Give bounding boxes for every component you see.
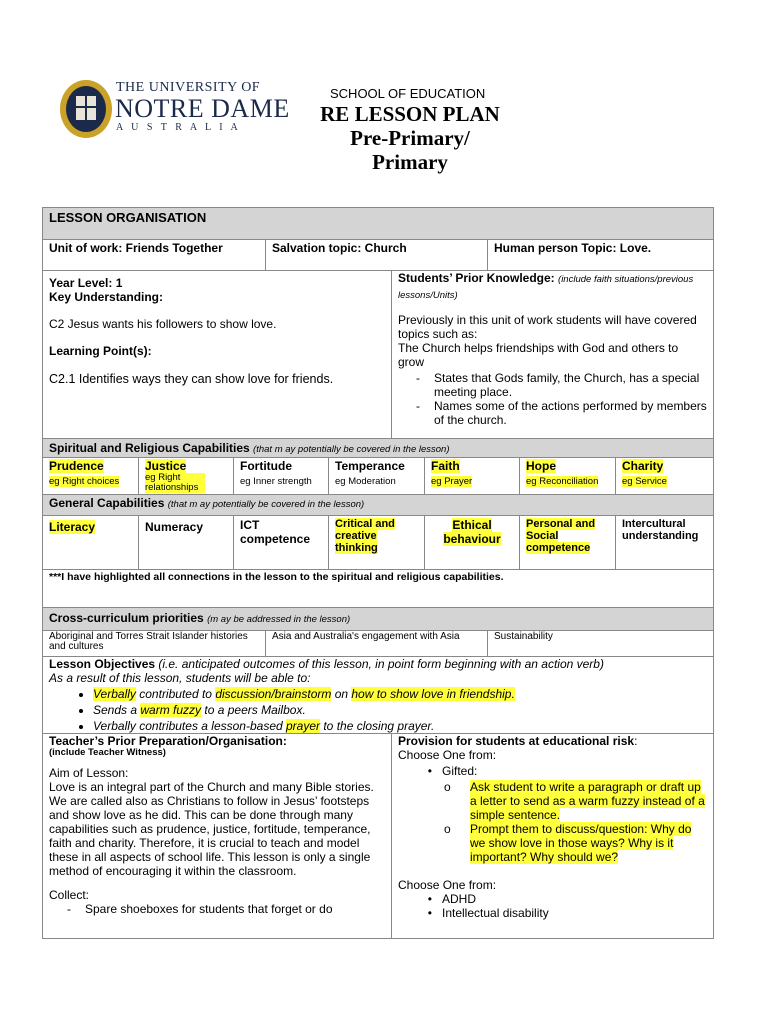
university-logo [58, 78, 290, 140]
risk-item-adhd: • ADHD [442, 892, 707, 906]
general-ict: ICT competence [233, 516, 328, 569]
general-critical-thinking: Critical and creative thinking [328, 516, 424, 569]
unit-of-work: Unit of work: Friends Together [49, 241, 223, 255]
logo-line2: NOTRE DAME [115, 94, 290, 123]
title-line1: RE LESSON PLAN [320, 102, 500, 126]
collect-item: - Spare shoeboxes for students that forget or do [67, 902, 385, 916]
cross-note: (m ay be addressed in the lesson) [207, 614, 351, 625]
capability-faith: Faith eg Prayer [424, 458, 519, 494]
page-title [300, 102, 520, 174]
cross-aboriginal: Aboriginal and Torres Strait Islander histories and cultures [49, 631, 248, 652]
knowledge-row [43, 270, 713, 438]
collect-label: Collect: [49, 888, 90, 902]
organisation-header-row [43, 208, 713, 239]
prior-knowledge-cell [391, 271, 713, 438]
objectives-heading: Lesson Objectives [49, 657, 156, 671]
prior-knowledge-line: The Church helps friendships with God and others to grow [398, 341, 679, 369]
key-understanding-cell [43, 271, 391, 438]
cross-row [43, 630, 713, 656]
cross-sustainability: Sustainability [487, 631, 713, 656]
prior-knowledge-intro: Previously in this unit of work students will have covered topics such as: [398, 313, 697, 341]
general-numeracy: Numeracy [138, 516, 233, 569]
highlight-note: ***I have highlighted all connections in the lesson to the spiritual and religious capabilities. [49, 571, 504, 583]
spiritual-header-row [43, 438, 713, 457]
capability-fortitude: Fortitude eg Inner strength [233, 458, 328, 494]
objective-item: • Verbally contributes a lesson-based prayer to the closing prayer. [93, 719, 707, 733]
gifted-item: o Prompt them to discuss/question: Why do we show love in those ways? Why is it important? Why should we? [444, 822, 707, 864]
gifted-label: • Gifted: [442, 764, 707, 778]
prior-knowledge-heading: Students’ Prior Knowledge: [398, 271, 555, 285]
general-row [43, 515, 713, 569]
highlight-note-row [43, 569, 713, 607]
learning-point-text: C2.1 Identifies ways they can show love for friends. [49, 372, 334, 386]
year-level: Year Level: 1 [49, 276, 123, 290]
general-ethical-behaviour: Ethical behaviour [424, 516, 519, 569]
lesson-plan-table [42, 207, 714, 939]
salvation-topic: Salvation topic: Church [265, 240, 487, 270]
organisation-row [43, 239, 713, 270]
general-intercultural: Intercultural understanding [615, 516, 713, 569]
capability-charity: Charity eg Service [615, 458, 713, 494]
cross-heading-cell [43, 608, 356, 630]
objective-item: • Verbally contributed to discussion/brainstorm on how to show love in friendship. [93, 687, 707, 701]
prior-knowledge-note: (include faith situations/previous lessons/Units) [398, 274, 694, 301]
objectives-row [43, 656, 713, 733]
teacher-note: (include Teacher Witness) [49, 747, 166, 758]
general-note: (that m ay potentially be covered in the lesson) [167, 499, 365, 510]
capability-justice: Justice eg Right relationships [138, 458, 233, 494]
objectives-intro: As a result of this lesson, students will be able to: [49, 671, 311, 685]
capability-hope: Hope eg Reconciliation [519, 458, 615, 494]
choose-one-label: Choose One from: [398, 748, 497, 762]
spiritual-note: (that m ay potentially be covered in the lesson) [253, 444, 450, 455]
key-understanding-text: C2 Jesus wants his followers to show love. [49, 317, 277, 331]
preparation-row [43, 733, 713, 938]
teacher-heading: Teacher’s Prior Preparation/Organisation: [49, 734, 287, 748]
organisation-heading: LESSON ORGANISATION [49, 210, 207, 225]
general-header-row [43, 494, 713, 515]
objective-item: • Sends a warm fuzzy to a peers Mailbox. [93, 703, 707, 717]
objectives-note: (i.e. anticipated outcomes of this lesson, in point form beginning with an action verb) [158, 657, 604, 671]
choose-one-label-2: Choose One from: [398, 878, 497, 892]
school-name: SCHOOL OF EDUCATION [330, 86, 486, 101]
aim-label: Aim of Lesson: [49, 766, 129, 780]
general-personal-social: Personal and Social competence [519, 516, 615, 569]
gifted-item: o Ask student to write a paragraph or draft up a letter to send as a warm fuzzy instead of a simple sentence. [444, 780, 707, 822]
provision-cell: Provision for students at educational risk: Choose One from: • Gifted: o Ask student to write a paragraph or draft up a letter to send as a warm fuzzy instead of a simple sentence. o Prompt them to discuss/question: Why do we show love in those ways? Why is it important? Why should we? Choose One from: • ADHD • Intellectual disability [391, 734, 713, 938]
crest-icon [58, 78, 114, 140]
capability-prudence: Prudence eg Right choices [49, 459, 120, 487]
human-person-topic: Human person Topic: Love. [487, 240, 713, 270]
logo-line3: A U S T R A L I A [116, 122, 241, 133]
title-line3: Primary [372, 150, 448, 174]
title-line2: Pre-Primary/ [350, 126, 470, 150]
spiritual-heading-cell [43, 439, 456, 457]
key-understanding-label: Key Understanding: [49, 290, 164, 304]
general-heading: General Capabilities [49, 496, 165, 510]
general-heading-cell [43, 495, 370, 515]
risk-item-intellectual: • Intellectual disability [442, 906, 707, 920]
cross-heading: Cross-curriculum priorities [49, 611, 204, 625]
prior-knowledge-item: - Names some of the actions performed by members of the church. [416, 399, 707, 427]
teacher-preparation-cell [43, 734, 391, 938]
learning-points-label: Learning Point(s): [49, 344, 152, 358]
spiritual-heading: Spiritual and Religious Capabilities [49, 441, 250, 455]
prior-knowledge-item: - States that Gods family, the Church, has a special meeting place. [416, 371, 707, 399]
general-literacy: Literacy [49, 520, 96, 534]
cross-header-row [43, 607, 713, 630]
objectives-cell [43, 657, 713, 733]
cross-asia: Asia and Australia's engagement with Asia [265, 631, 487, 656]
aim-text: Love is an integral part of the Church and many Bible stories. We are called also as Christians to follow in Jesus’ footsteps and show love as he did. This can be done through many capabilities such as prudence, justice, fortitude, temperance, faith and charity. Therefore, it is crucial to teach and model these in all aspects of school life. This lesson is only a single method of encouraging it within the classroom. [49, 780, 374, 878]
logo-line1: THE UNIVERSITY OF [116, 80, 261, 95]
provision-heading: Provision for students at educational risk [398, 734, 635, 748]
spiritual-row [43, 457, 713, 494]
capability-temperance: Temperance eg Moderation [328, 458, 424, 494]
